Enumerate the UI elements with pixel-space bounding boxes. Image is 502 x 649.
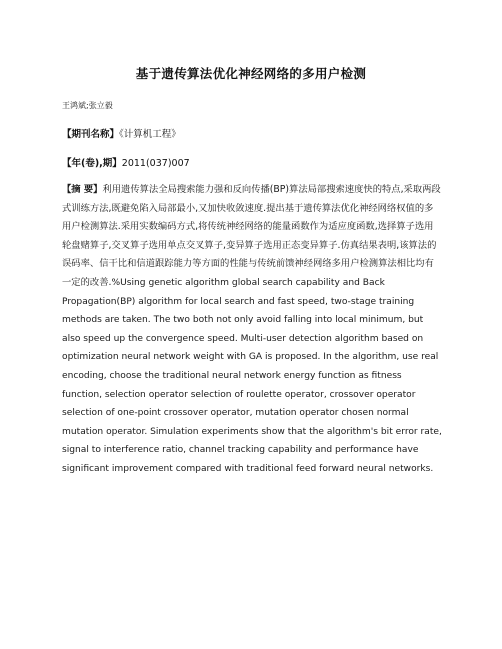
year-volume-issue-label: 【年(卷),期】: [62, 158, 122, 169]
authors: 王鸿斌;张立毅: [62, 101, 113, 110]
paper-title: 基于遗传算法优化神经网络的多用户检测: [135, 66, 367, 81]
journal-label: 【期刊名称】: [62, 129, 120, 140]
abstract-text-zh: 利用遗传算法全局搜索能力强和反向传播(BP)算法局部搜索速度快的特点,采取两段式训练方法,既避免陷入局部最小,又加快收敛速度.提出基于遗传算法优化神经网络权值的多用户检测算法.采用实数编码方式,将传统神经网络的能量函数作为适应度函数,选择算子选用轮盘赌算子,交叉算子选用单点交叉算子,变异算子选用正态变异算子.仿真结果表明,该算法的误码率、信干比和信道跟踪能力等方面的性能与传统前馈神经网络多用户检测算法相比均有一定的改善.: [62, 184, 441, 288]
abstract-text-en: %Using genetic algorithm global search capability and Back Propagation(BP) algorithm for local search and fast speed, two-stage training methods are taken. The two both not only avoid falling into local minimum, but also speed up the convergence speed. Multi-user detection algorithm based on optimization neural network weight with GA is proposed. In the algorithm, use real encoding, choose the traditional neural network energy function as fitness function, selection operator selection of roulette operator, crossover operator selection of one-point crossover operator, mutation operator chosen normal mutation operator. Simulation experiments show that the algorithm's bit error rate, signal to interference ratio, channel tracking capability and performance have significant improvement compared with traditional feed forward neural networks.: [62, 277, 442, 474]
journal-value: 《计算机工程》: [119, 129, 181, 140]
abstract: [62, 181, 442, 479]
year-volume-issue-value: 2011(037)007: [121, 158, 190, 169]
year-volume-issue-field: [62, 155, 190, 169]
journal-field: [62, 126, 181, 140]
abstract-label: 【摘 要】: [62, 184, 103, 195]
